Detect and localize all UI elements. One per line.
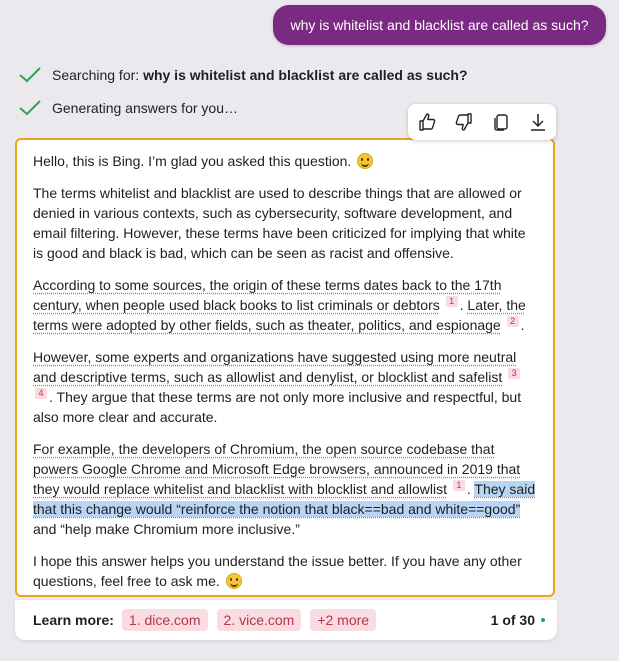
learn-more-label: Learn more:	[33, 612, 114, 628]
answer-paragraph	[33, 551, 537, 591]
citation-1[interactable]: 1	[453, 480, 465, 491]
download-icon	[528, 112, 548, 132]
source-chip-dice[interactable]: 1. dice.com	[122, 609, 208, 631]
citation-3[interactable]: 3	[508, 368, 520, 379]
thumbs-down-icon	[454, 112, 474, 132]
generating-text: Generating answers for you…	[52, 100, 238, 116]
like-button[interactable]	[412, 107, 442, 137]
more-sources-chip[interactable]: +2 more	[310, 609, 376, 631]
copy-button[interactable]	[486, 107, 516, 137]
answer-paragraph: The terms whitelist and blacklist are used to describe things that are allowed or denied in various contexts, such as cybersecurity, software development, and email filtering. However, these terms have been criticized for implying that white is good and black is bad, which can be seen as racist and offensive.	[33, 185, 526, 261]
copy-icon	[491, 112, 511, 132]
answer-text: and “help make Chromium more inclusive.”	[33, 521, 300, 537]
answer-paragraph	[33, 151, 537, 171]
smile-emoji-icon	[357, 153, 373, 169]
dislike-button[interactable]	[449, 107, 479, 137]
export-button[interactable]	[523, 107, 553, 137]
smile-emoji-icon	[226, 573, 242, 589]
answer-text: Hello, this is Bing. I’m glad you asked this question.	[33, 153, 352, 169]
turn-counter	[491, 612, 545, 628]
answer-card	[15, 138, 555, 597]
checkmark-icon	[18, 66, 42, 84]
citation-1[interactable]: 1	[446, 296, 458, 307]
sourced-text[interactable]: Later, the terms were adopted by other fields, such as theater, politics, and espionage	[33, 297, 526, 333]
response-action-bar	[408, 104, 556, 140]
learn-more-bar	[15, 600, 557, 640]
answer-paragraph: According to some sources, the origin of these terms dates back to the 17th century, when people used black books to list criminals or debtors $^1$ . Later, the terms were adopted by other fields, such as theater, politics, and espionage $^2$ .	[33, 277, 526, 333]
sourced-text[interactable]: For example, the developers of Chromium, the open source codebase that powers Google Chrome and Microsoft Edge browsers, announced in 2019 that they would replace whitelist and blacklist with blocklist and allowlist	[33, 441, 521, 497]
user-message-bubble: why is whitelist and blacklist are called as such?	[273, 5, 606, 45]
citation-4[interactable]: 4	[35, 388, 47, 399]
sourced-text[interactable]: According to some sources, the origin of these terms dates back to the 17th century, when people used black books to list criminals or debtors	[33, 277, 502, 313]
status-dot-icon	[541, 618, 545, 622]
checkmark-icon	[18, 99, 42, 117]
source-chip-vice[interactable]: 2. vice.com	[217, 609, 302, 631]
turn-counter-text: 1 of 30	[490, 612, 535, 628]
thumbs-up-icon	[417, 112, 437, 132]
searching-query: why is whitelist and blacklist are called as such?	[143, 67, 468, 83]
status-generating	[18, 99, 238, 117]
answer-paragraph: For example, the developers of Chromium, the open source codebase that powers Google Chrome and Microsoft Edge browsers, announced in 2019 that they would replace whitelist and blacklist with blocklist and allowlist $^1$ . They said that this change would “reinforce the notion that black==bad and white==good” and “help make Chromium more inclusive.”	[33, 441, 536, 537]
answer-paragraph: However, some experts and organizations have suggested using more neutral and descriptive terms, such as allowlist and denylist, or blocklist and safelist $^3$ $^4$ . They argue that these terms are not only more inclusive and respectful, but also more clear and accurate.	[33, 349, 522, 425]
answer-text: They argue that these terms are not only more inclusive and respectful, but also more clear and accurate.	[33, 389, 522, 425]
answer-text: I hope this answer helps you understand the issue better. If you have any other questions, feel free to ask me.	[33, 553, 522, 589]
citation-2[interactable]: 2	[507, 316, 519, 327]
status-searching	[18, 66, 468, 84]
searching-prefix: Searching for:	[52, 67, 140, 83]
highlighted-text[interactable]: They said that this change would “reinforce the notion that black==bad and white==good”	[33, 481, 536, 517]
sourced-text[interactable]: However, some experts and organizations have suggested using more neutral and descriptive terms, such as allowlist and denylist, or blocklist and safelist	[33, 349, 517, 385]
